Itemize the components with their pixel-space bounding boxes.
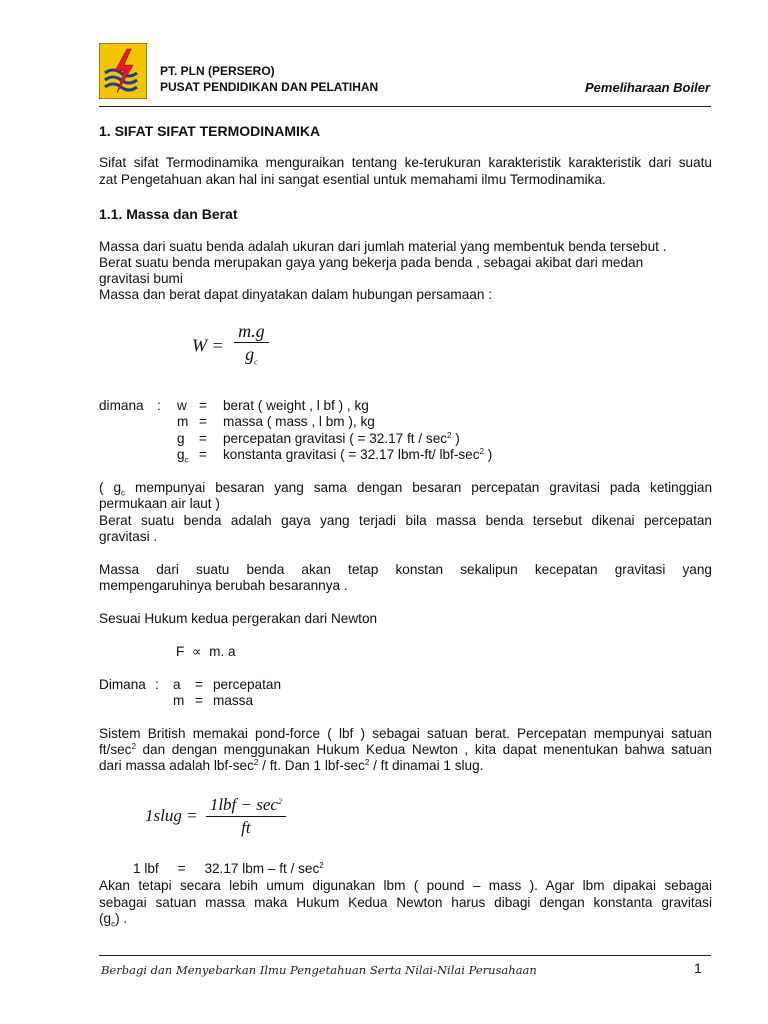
def-description: konstanta gravitasi ( = 32.17 lbm-ft/ lbf-$\sec^2$ ) <box>223 447 493 463</box>
paragraph-line: gravitasi . <box>99 529 158 544</box>
equation-lhs: 1slug = <box>145 805 198 825</box>
def-symbol: g <box>177 430 185 446</box>
def-symbol: m <box>177 414 189 430</box>
def-description: massa ( mass , l bm ), kg <box>223 414 375 430</box>
paragraph-line: sebagai satuan massa maka Hukum Kedua Newton harus dibagi dengan konstanta gravitasi <box>99 895 712 910</box>
paragraph-line: Berat suatu benda merupakan gaya yang bekerja pada benda , sebagai akibat dari medan <box>99 255 644 270</box>
paragraph-line: Berat suatu benda adalah gaya yang terjadi bila massa benda tersebut dikenai percepatan <box>99 513 712 528</box>
slug-equation <box>145 797 286 837</box>
paragraph-line: Massa dan berat dapat dinyatakan dalam hubungan persamaan : <box>99 287 492 302</box>
def-description: berat ( weight , l bf ) , kg <box>223 398 369 413</box>
equation-fraction <box>206 797 286 837</box>
intro-line-1: Sifat sifat Termodinamika menguraikan tentang ke-terukuran karakteristik karakteristik dari suatu <box>99 155 712 170</box>
newton-law: F ∝ m. a <box>176 644 236 659</box>
weight-equation <box>192 323 269 371</box>
paragraph-line: $(g_c)$ . <box>99 911 128 929</box>
definitions-label: dimana <box>99 398 144 413</box>
page-number: 1 <box>694 960 702 976</box>
paragraph-line: ( $g_c$ mempunyai besaran yang sama dengan besaran percepatan gravitasi pada ketinggian <box>99 480 712 498</box>
definitions-block-2: Dimana : a = percepatan m = massa <box>99 677 282 709</box>
def-symbol: $g_c$ <box>177 447 189 465</box>
document-title: Pemeliharaan Boiler <box>585 80 710 95</box>
intro-line-2: zat Pengetahuan akan hal ini sangat esential untuk memahami ilmu Termodinamika. <box>99 172 606 187</box>
def-description: percepatan gravitasi ( = 32.17 ft / $\sec^2$ ) <box>223 430 460 446</box>
def-symbol: a <box>173 677 181 692</box>
equation-fraction <box>234 323 269 371</box>
paragraph-line: permukaan air laut ) <box>99 496 220 511</box>
equation-denominator: ft <box>241 818 251 838</box>
proportional-symbol: ∝ <box>191 644 202 659</box>
paragraph-line: $ft/\sec^2$ dan dengan menggunakan Hukum Kedua Newton , kita dapat menentukan bahwa satuan <box>99 742 712 757</box>
header-divider <box>99 106 711 107</box>
paragraph-line: Sistem British memakai pond-force ( lbf ) sebagai satuan berat. Percepatan mempunyai satuan <box>99 726 712 741</box>
paragraph-line: Massa dari suatu benda akan tetap konstan sekalipun kecepatan gravitasi yang <box>99 562 712 577</box>
definitions-colon: : <box>157 398 161 413</box>
paragraph-line: dari massa adalah lbf-$\sec^2$ / ft. Dan 1 lbf-$\sec^2$ / ft dinamai 1 slug. <box>99 758 484 773</box>
footer-motto: Berbagi dan Menyebarkan Ilmu Pengetahuan Serta Nilai-Nilai Perusahaan <box>101 963 537 977</box>
paragraph-line: Akan tetapi secara lebih umum digunakan lbm ( pound – mass ). Agar lbm dipakai sebagai <box>99 878 712 893</box>
paragraph-line: mempengaruhinya berubah besarannya . <box>99 578 348 593</box>
org-unit: PUSAT PENDIDIKAN DAN PELATIHAN <box>160 80 379 94</box>
equation-numerator: $1lbf - \sec^2$ <box>206 797 286 817</box>
equation-denominator: $g_c$ <box>245 344 258 367</box>
paragraph-line: gravitasi bumi <box>99 271 183 286</box>
paragraph-line: Sesuai Hukum kedua pergerakan dari Newton <box>99 611 378 626</box>
def-description: percepatan <box>213 677 282 692</box>
def-symbol: m <box>173 693 185 709</box>
section-heading: 1. SIFAT SIFAT TERMODINAMIKA <box>99 123 321 139</box>
equation-numerator: m.g <box>234 323 269 343</box>
org-name: PT. PLN (PERSERO) <box>160 64 275 78</box>
def-description: massa <box>213 693 254 709</box>
pln-logo <box>99 43 147 99</box>
equation-lhs: W = <box>192 335 224 356</box>
subsection-heading: 1.1. Massa dan Berat <box>99 206 238 222</box>
definitions-block: dimana : w = berat ( weight , l bf ) , kg m = massa ( mass , l bm ), kg g = percepatan gravitasi ( = 32.17 ft / $\sec^2$ ) $g_c$ = konstanta gravitasi ( = 32.17 lbm-ft/ lbf-$\sec^2$ ) <box>99 398 492 469</box>
paragraph-line: Massa dari suatu benda adalah ukuran dari jumlah material yang membentuk benda tersebut . <box>99 239 667 254</box>
def-symbol: w <box>177 398 187 413</box>
lbf-conversion: 1 lbf = 32.17 lbm – ft / $\sec^2$ <box>133 861 324 876</box>
footer-divider <box>99 955 711 956</box>
